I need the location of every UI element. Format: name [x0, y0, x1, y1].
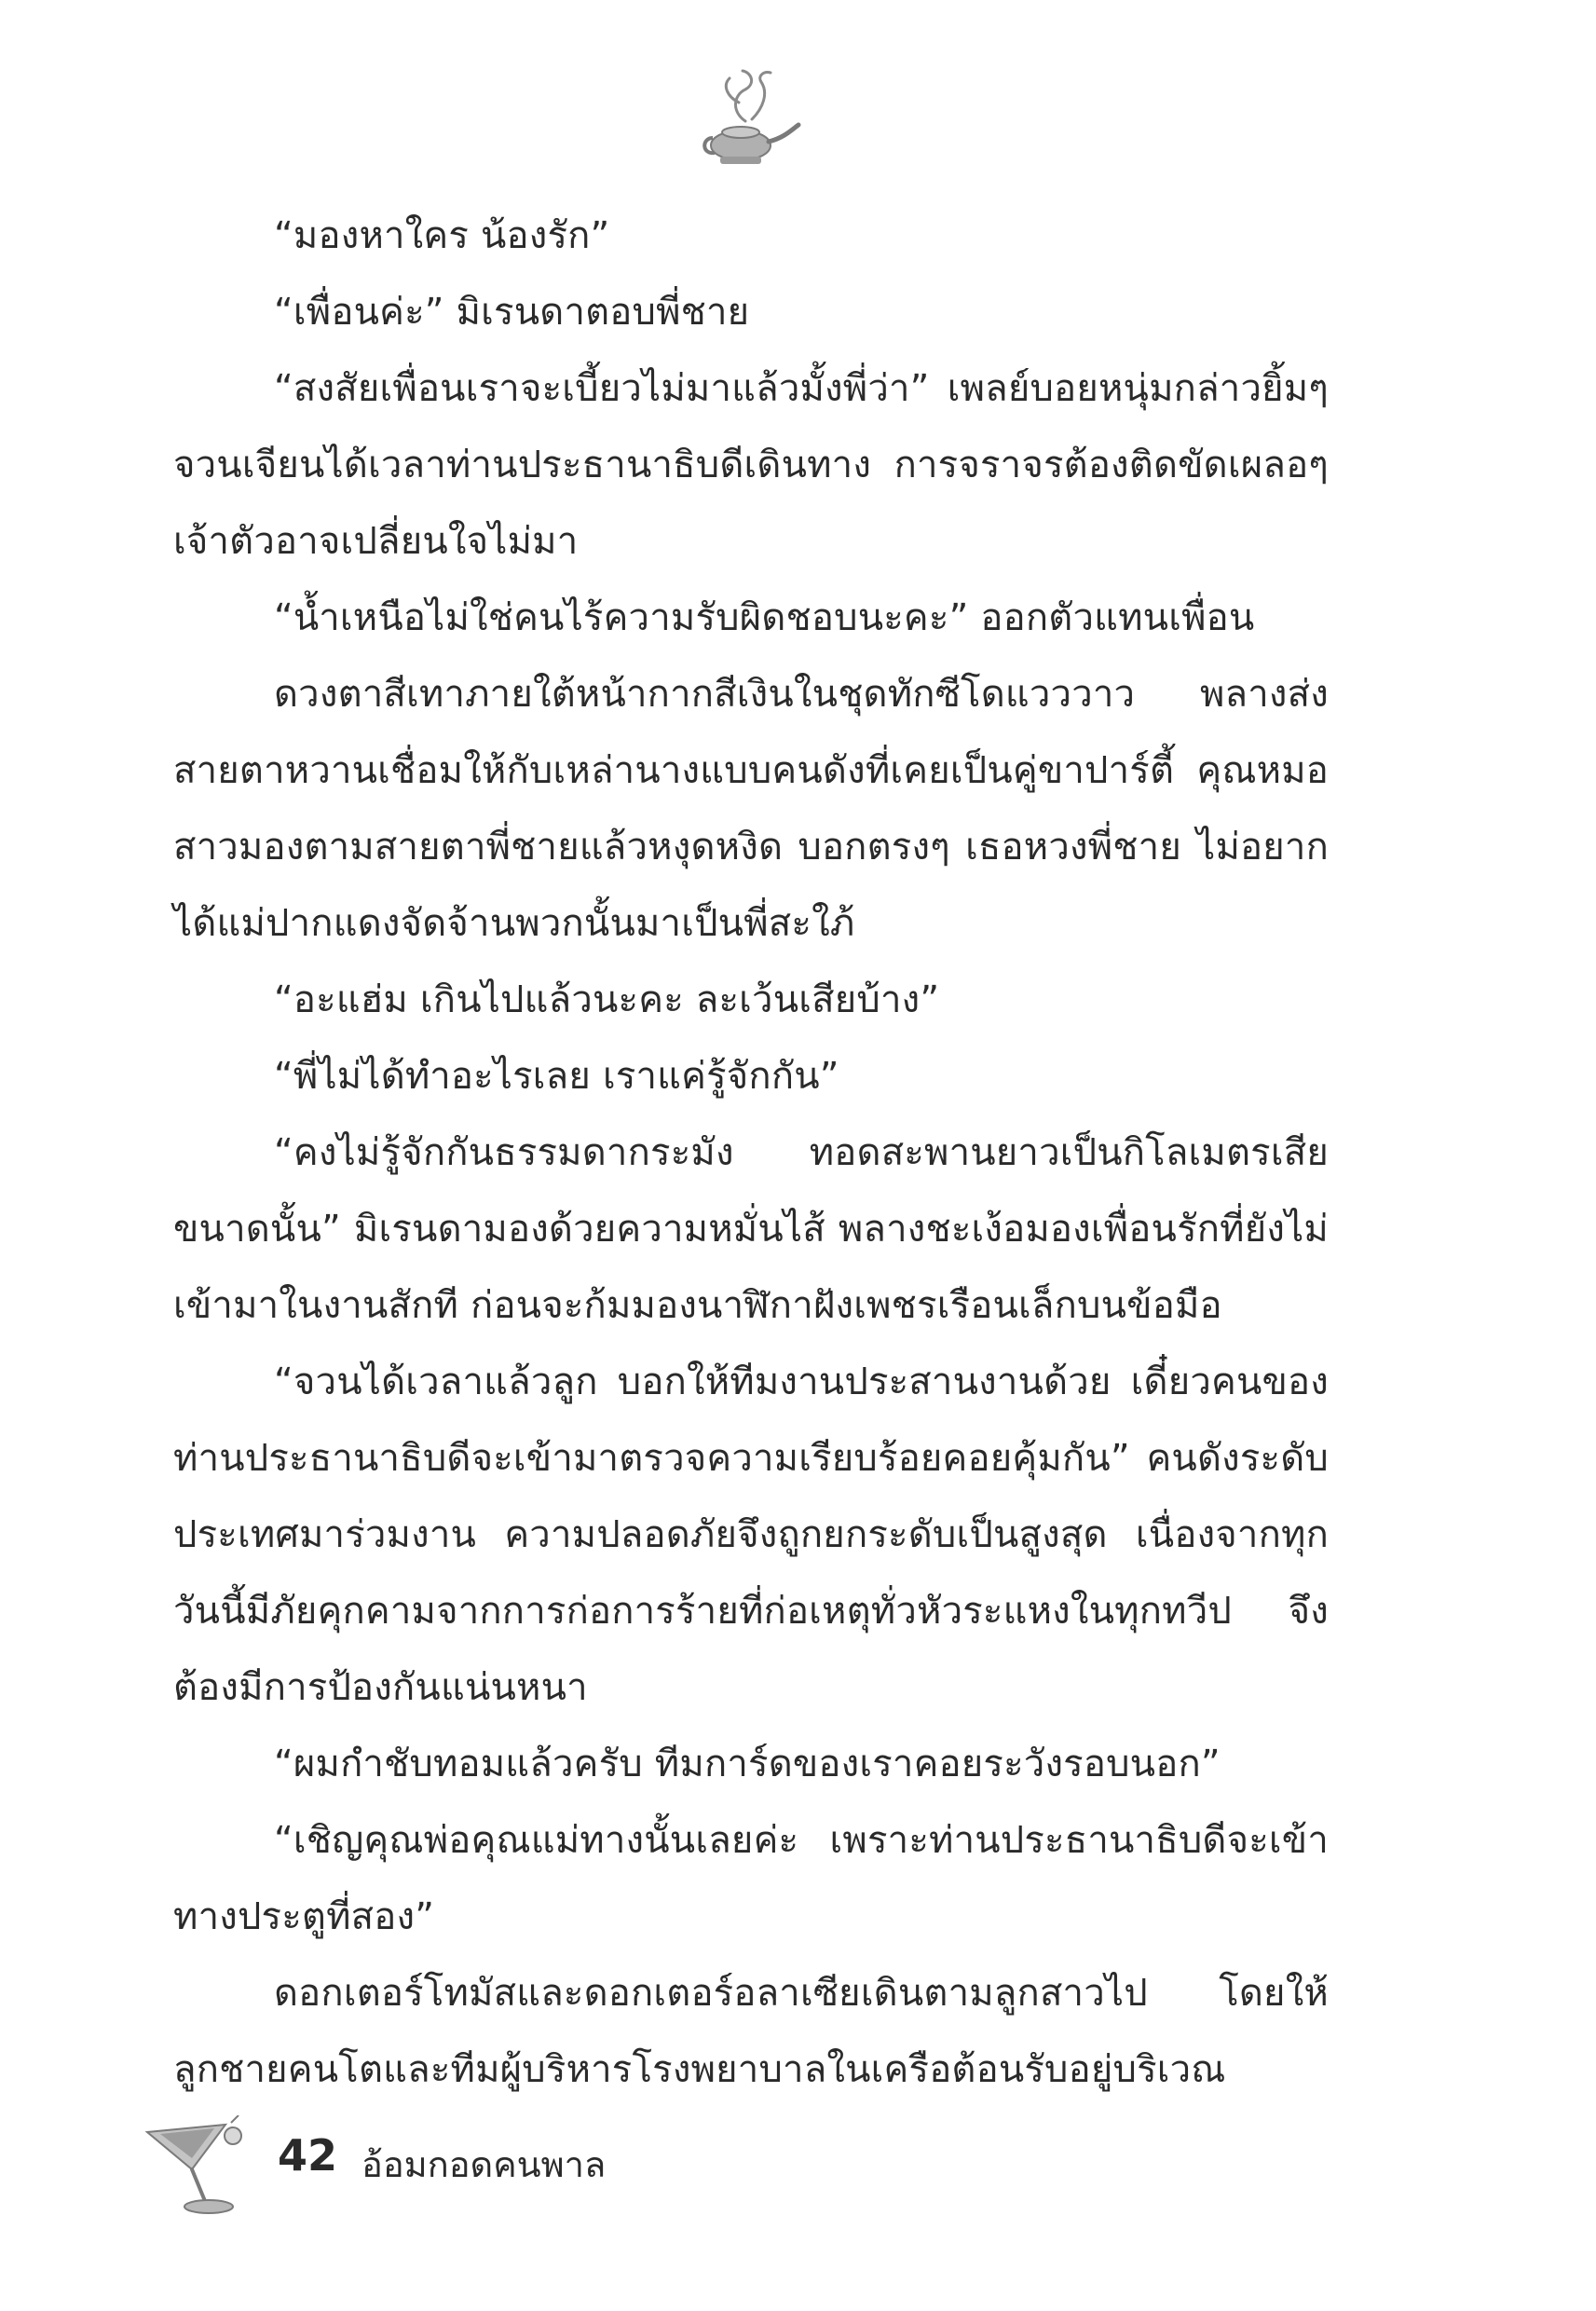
cocktail-glass-icon: [140, 2115, 261, 2218]
page-body: [173, 198, 1329, 2108]
paragraph: ดอกเตอร์โทมัสและดอกเตอร์อลาเซียเดินตามลูกสาวไป โดยให้ลูกชายคนโตและทีมผู้บริหารโรงพยาบาลในเครือต้อนรับอยู่บริเวณ: [173, 1972, 1329, 2091]
paragraph: “จวนได้เวลาแล้วลูก บอกให้ทีมงานประสานงานด้วย เดี๋ยวคนของท่านประธานาธิบดีจะเข้ามาตรวจความเรียบร้อยคอยคุ้มกัน” คนดังระดับประเทศมาร่วมงาน ความปลอดภัยจึงถูกยกระดับเป็นสูงสุด เนื่องจากทุกวันนี้มีภัยคุกคามจากการก่อการร้ายที่ก่อเหตุทั่วหัวระแหงในทุกทวีป จึงต้องมีการป้องกันแน่นหนา: [173, 1361, 1329, 1709]
paragraph: “อะแฮ่ม เกินไปแล้วนะคะ ละเว้นเสียบ้าง”: [274, 978, 940, 1021]
page-number: 42: [278, 2130, 338, 2181]
paragraph: “น้ำเหนือไม่ใช่คนไร้ความรับผิดชอบนะคะ” ออกตัวแทนเพื่อน: [274, 596, 1255, 639]
paragraph: “สงสัยเพื่อนเราจะเบี้ยวไม่มาแล้วมั้งพี่ว่า” เพลย์บอยหนุ่มกล่าวยิ้มๆ จวนเจียนได้เวลาท่านประธานาธิบดีเดินทาง การจราจรต้องติดขัดเผลอๆ เจ้าตัวอาจเปลี่ยนใจไม่มา: [173, 367, 1329, 563]
paragraph: “คงไม่รู้จักกันธรรมดากระมัง ทอดสะพานยาวเป็นกิโลเมตรเสียขนาดนั้น” มิเรนดามองด้วยความหมั่นไส้ พลางชะเง้อมองเพื่อนรักที่ยังไม่เข้ามาในงานสักที ก่อนจะก้มมองนาฬิกาฝังเพชรเรือนเล็กบนข้อมือ: [173, 1131, 1329, 1327]
paragraph: “มองหาใคร น้องรัก”: [274, 214, 610, 257]
teapot-genie-icon: [694, 65, 806, 172]
book-title: อ้อมกอดคนพาล: [361, 2144, 607, 2185]
paragraph: “พี่ไม่ได้ทำอะไรเลย เราแค่รู้จักกัน”: [274, 1055, 839, 1098]
paragraph: “เชิญคุณพ่อคุณแม่ทางนั้นเลยค่ะ เพราะท่านประธานาธิบดีจะเข้าทางประตูที่สอง”: [173, 1819, 1329, 1938]
paragraph: “เพื่อนค่ะ” มิเรนดาตอบพี่ชาย: [274, 291, 750, 334]
paragraph: ดวงตาสีเทาภายใต้หน้ากากสีเงินในชุดทักซีโดแวววาว พลางส่งสายตาหวานเชื่อมให้กับเหล่านางแบบคนดังที่เคยเป็นคู่ขาปาร์ตี้ คุณหมอสาวมองตามสายตาพี่ชายแล้วหงุดหงิด บอกตรงๆ เธอหวงพี่ชาย ไม่อยากได้แม่ปากแดงจัดจ้านพวกนั้นมาเป็นพี่สะใภ้: [173, 673, 1329, 945]
paragraph: “ผมกำชับทอมแล้วครับ ทีมการ์ดของเราคอยระวังรอบนอก”: [274, 1743, 1221, 1785]
